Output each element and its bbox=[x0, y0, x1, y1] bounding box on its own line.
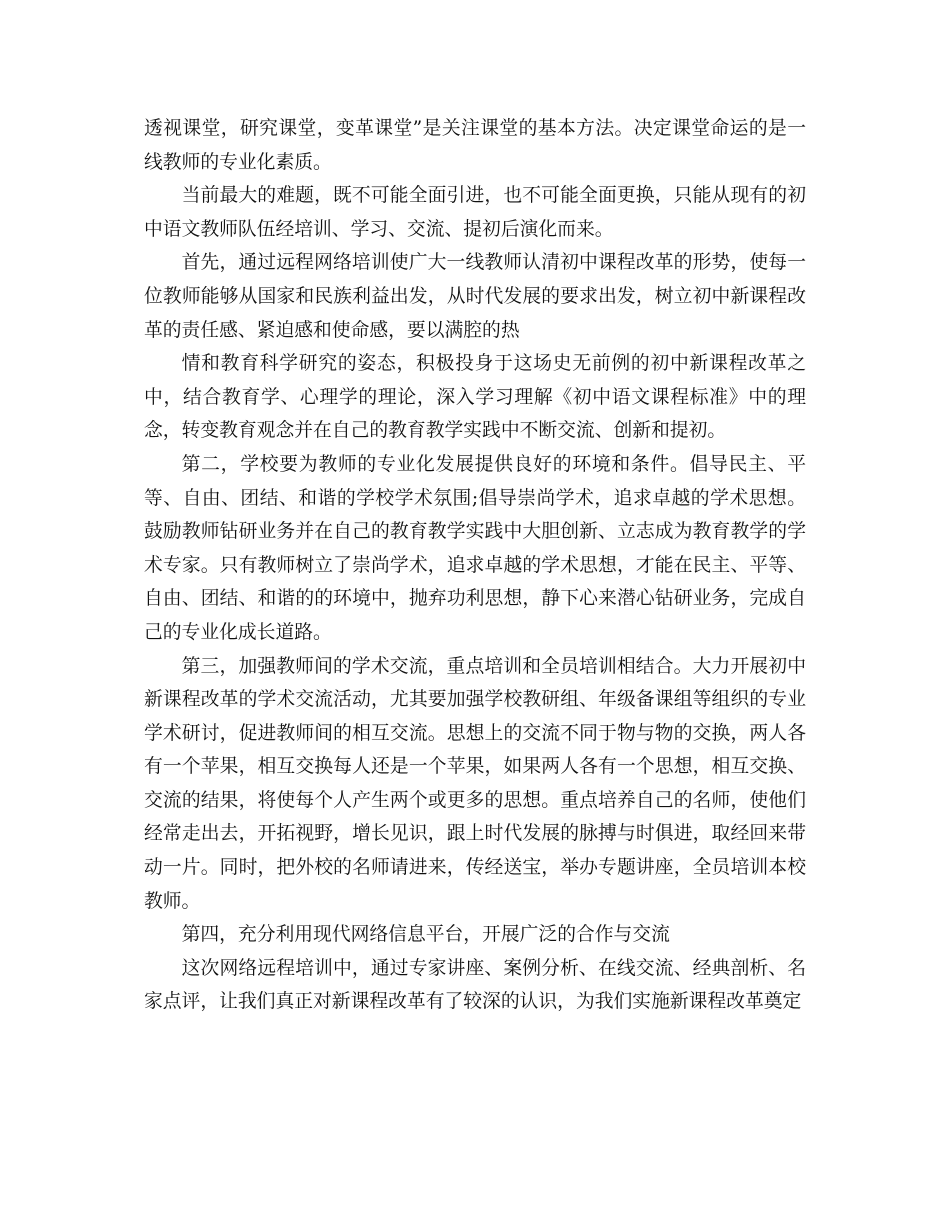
paragraph-5: 第二，学校要为教师的专业化发展提供良好的环境和条件。倡导民主、平等、自由、团结、和谐的学校学术氛围;倡导崇尚学术，追求卓越的学术思想。鼓励教师钻研业务并在自己的教育教学实践中大胆创新、立志成为教育教学的学术专家。只有教师树立了崇尚学术，追求卓越的学术思想，才能在民主、平等、自由、团结、和谐的的环境中，抛弃功利思想，静下心来潜心钻研业务，完成自己的专业化成长道路。 bbox=[144, 453, 806, 643]
paragraph-2: 当前最大的难题，既不可能全面引进，也不可能全面更换，只能从现有的初中语文教师队伍经培训、学习、交流、提初后演化而来。 bbox=[144, 185, 806, 240]
document-body bbox=[144, 112, 806, 1019]
paragraph-6: 第三，加强教师间的学术交流，重点培训和全员培训相结合。大力开展初中新课程改革的学术交流活动，尤其要加强学校教研组、年级备课组等组织的专业学术研讨，促进教师间的相互交流。思想上的交流不同于物与物的交换，两人各有一个苹果，相互交换每人还是一个苹果，如果两人各有一个思想，相互交换、交流的结果，将使每个人产生两个或更多的思想。重点培养自己的名师，使他们经常走出去，开拓视野，增长见识，跟上时代发展的脉搏与时俱进，取经回来带动一片。同时，把外校的名师请进来，传经送宝，举办专题讲座，全员培训本校教师。 bbox=[144, 655, 806, 912]
paragraph-8: 这次网络远程培训中，通过专家讲座、案例分析、在线交流、经典剖析、名家点评，让我们真正对新课程改革有了较深的认识，为我们实施新课程改革奠定 bbox=[144, 957, 806, 1013]
paragraph-1: 透视课堂，研究课堂，变革课堂”是关注课堂的基本方法。决定课堂命运的是一线教师的专业化素质。 bbox=[144, 118, 806, 173]
paragraph-4: 情和教育科学研究的姿态，积极投身于这场史无前例的初中新课程改革之中，结合教育学、心理学的理论，深入学习理解《初中语文课程标准》中的理念，转变教育观念并在自己的教育教学实践中不断交流、创新和提初。 bbox=[144, 353, 806, 442]
paragraph-3: 首先，通过远程网络培训使广大一线教师认清初中课程改革的形势，使每一位教师能够从国家和民族利益出发，从时代发展的要求出发，树立初中新课程改革的责任感、紧迫感和使命感，要以满腔的热 bbox=[144, 252, 806, 341]
paragraph-7: 第四，充分利用现代网络信息平台，开展广泛的合作与交流 bbox=[181, 924, 670, 946]
